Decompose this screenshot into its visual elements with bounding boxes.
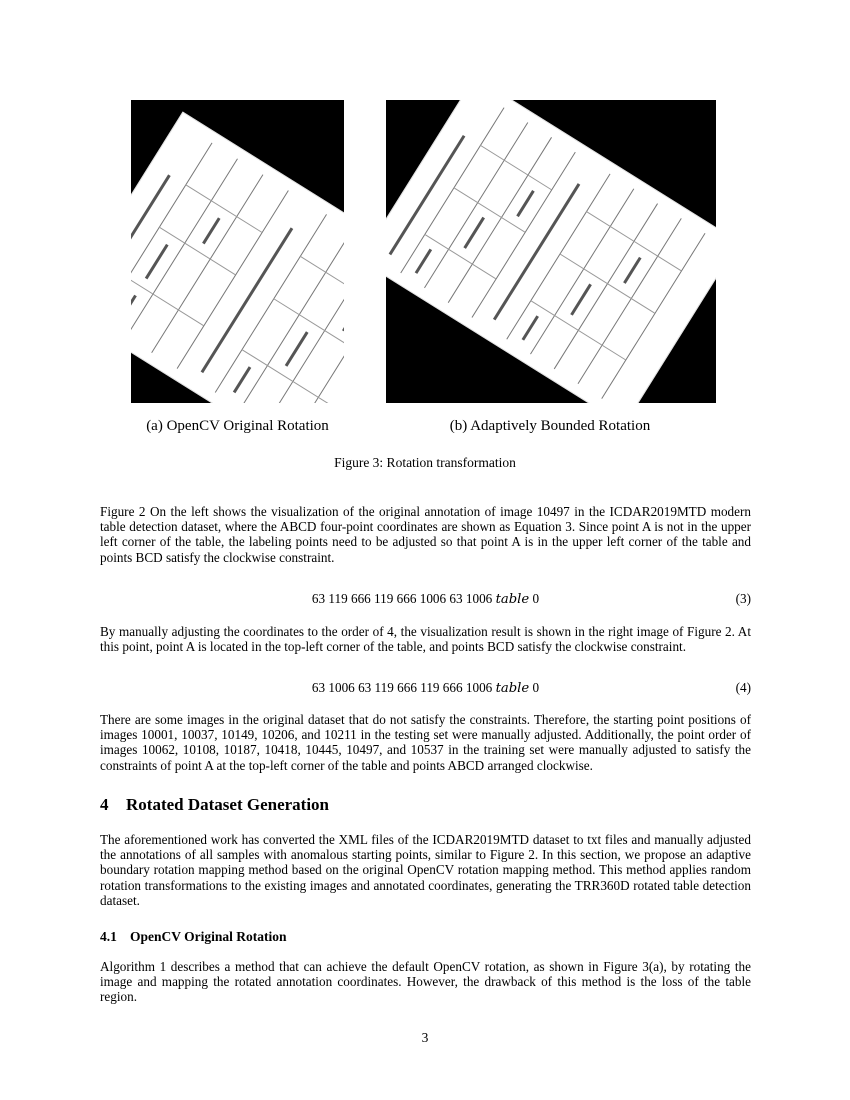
paragraph-3: There are some images in the original dataset that do not satisfy the constraints. Therefore, the starting point positions of images 10001, 10037, 10149, 10206, and 10211 in the testing set were manually adjusted. Additionally, the point order of images 10062, 10108, 10187, 10418, 10445, 10497, and 10537 in the training set were manually adjusted to satisfy the constraints of point A at the top-left corner of the table and points ABCD arranged clockwise.	[100, 712, 751, 773]
equation-3-values: 63 119 666 119 666 1006 63 1006	[311, 591, 493, 606]
equation-3-number: (3)	[735, 591, 751, 606]
figure-panel-a	[131, 100, 344, 403]
subsection-heading	[100, 929, 287, 945]
equation-3-tail: 0	[532, 591, 540, 606]
paragraph-2: By manually adjusting the coordinates to the order of 4, the visualization result is shown in the right image of Figure 2. At this point, point A is located in the top-left corner of the table, and points BCD satisfy the clockwise constraint.	[100, 624, 751, 655]
figure-caption: Figure 3: Rotation transformation	[334, 455, 516, 470]
equation-3-label: table	[495, 592, 530, 607]
page-number: 3	[421, 1030, 429, 1045]
subcaption-a: (a) OpenCV Original Rotation	[146, 418, 329, 434]
section-title: Rotated Dataset Generation	[126, 795, 330, 814]
paragraph-1: Figure 2 On the left shows the visualization of the original annotation of image 10497 in the ICDAR2019MTD modern table detection dataset, where the ABCD four-point coordinates are shown as Equation 3. Since point A is not in the upper left corner of the table, the labeling points need to be adjusted so that point A is in the upper left corner of the table and points BCD satisfy the clockwise constraint.	[100, 504, 751, 565]
figure-panel-b	[386, 100, 716, 403]
equation-4-tail: 0	[532, 680, 540, 695]
rotated-document-a	[131, 112, 344, 403]
section-number: 4	[100, 795, 109, 814]
subsection-title: OpenCV Original Rotation	[130, 929, 287, 944]
equation-4-values: 63 1006 63 119 666 119 666 1006	[311, 680, 493, 695]
equation-4-label: table	[495, 681, 530, 696]
paragraph-4: The aforementioned work has converted the XML files of the ICDAR2019MTD dataset to txt files and manually adjusted the annotations of all samples with anomalous starting points, similar to Figure 2. In this section, we propose an adaptive boundary rotation mapping method based on the original OpenCV rotation mapping method. This method applies random rotation transformations to the existing images and annotated coordinates, generating the TRR360D rotated table detection dataset.	[100, 832, 751, 908]
paragraph-5: Algorithm 1 describes a method that can achieve the default OpenCV rotation, as shown in Figure 3(a), by rotating the image and mapping the rotated annotation coordinates. However, the drawback of this method is the loss of the table region.	[100, 959, 751, 1005]
section-heading	[100, 795, 329, 815]
rotated-document-b	[386, 100, 716, 403]
subcaption-b: (b) Adaptively Bounded Rotation	[449, 418, 651, 434]
subsection-number: 4.1	[100, 929, 117, 944]
equation-4-number: (4)	[735, 680, 751, 695]
